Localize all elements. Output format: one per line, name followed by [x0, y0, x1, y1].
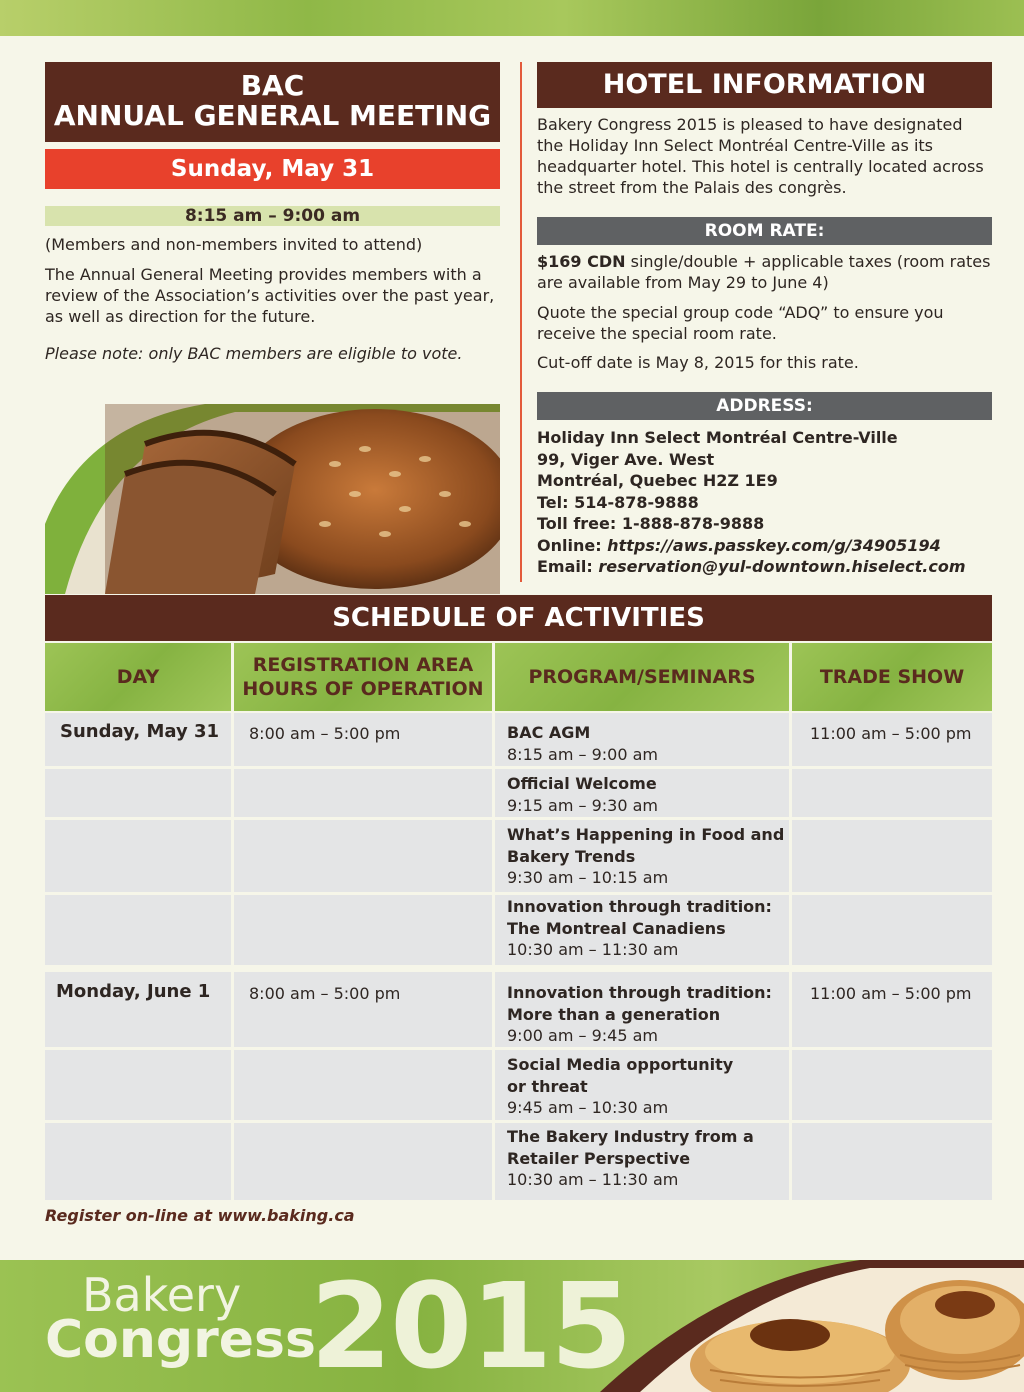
table-cell	[792, 820, 992, 892]
table-cell	[45, 895, 231, 965]
hotel-title: HOTEL INFORMATION	[537, 62, 992, 108]
col-header-program-label: PROGRAM/SEMINARS	[528, 666, 756, 688]
footer-congress-word: Congress	[45, 1310, 316, 1370]
session-time: 10:30 am – 11:30 am	[507, 1170, 679, 1189]
agm-title-line2: ANNUAL GENERAL MEETING	[53, 99, 492, 132]
session-time: 10:30 am – 11:30 am	[507, 940, 679, 959]
footer-banner	[0, 1260, 1024, 1392]
email-label: Email:	[537, 557, 599, 576]
table-cell	[234, 895, 492, 965]
table-cell	[45, 769, 231, 817]
address-email	[537, 556, 1007, 578]
agm-description: The Annual General Meeting provides members with a review of the Association’s activities over the past year, as well as direction for the future.	[45, 265, 495, 326]
table-cell	[234, 1050, 492, 1120]
address-tel: Tel: 514-878-9888	[537, 492, 699, 512]
agm-note: Please note: only BAC members are eligible to vote.	[45, 344, 463, 363]
room-rate-label: ROOM RATE:	[537, 217, 992, 245]
session-title: What’s Happening in Food and	[507, 825, 785, 844]
sunday-trade: 11:00 am – 5:00 pm	[810, 724, 972, 743]
table-cell	[234, 820, 492, 892]
session-sunday-4	[507, 896, 772, 961]
session-monday-3	[507, 1126, 754, 1191]
session-title-cont: The Montreal Canadiens	[507, 918, 726, 938]
sunday-day: Sunday, May 31	[60, 721, 220, 742]
monday-trade: 11:00 am – 5:00 pm	[810, 984, 972, 1003]
col-header-day-label: DAY	[116, 666, 160, 688]
session-title: Innovation through tradition:	[507, 983, 772, 1002]
session-title: Innovation through tradition:	[507, 897, 772, 916]
session-sunday-2	[507, 773, 658, 816]
monday-day: Monday, June 1	[56, 981, 211, 1002]
address-street: 99, Viger Ave. West	[537, 449, 715, 469]
rate-detail: single/double + applicable taxes (room rates are available from May 29 to June 4)	[537, 252, 991, 292]
column-divider	[520, 62, 522, 582]
agm-invite: (Members and non-members invited to attend)	[45, 235, 423, 254]
agm-title-line1: BAC	[240, 69, 305, 102]
session-title-cont: More than a generation	[507, 1004, 721, 1024]
pastry-image	[600, 1260, 1024, 1392]
table-cell	[792, 1050, 992, 1120]
session-title: Official Welcome	[507, 774, 657, 793]
table-cell	[792, 769, 992, 817]
agm-date: Sunday, May 31	[45, 149, 500, 189]
session-title: BAC AGM	[507, 723, 591, 742]
table-cell	[45, 1123, 231, 1200]
top-decorative-band	[0, 0, 1024, 36]
monday-registration: 8:00 am – 5:00 pm	[249, 984, 401, 1003]
session-time: 9:00 am – 9:45 am	[507, 1026, 658, 1045]
schedule-title: SCHEDULE OF ACTIVITIES	[45, 595, 992, 641]
session-title: The Bakery Industry from a	[507, 1127, 754, 1146]
sunday-registration: 8:00 am – 5:00 pm	[249, 724, 401, 743]
online-label: Online:	[537, 535, 608, 555]
cutoff-text: Cut-off date is May 8, 2015 for this rate.	[537, 353, 859, 372]
session-monday-1	[507, 982, 772, 1047]
address-block	[537, 427, 1007, 578]
table-cell	[792, 895, 992, 965]
footer-bakery-word: Bakery	[82, 1268, 242, 1322]
session-time: 9:30 am – 10:15 am	[507, 868, 669, 887]
session-title: Social Media opportunity	[507, 1055, 734, 1074]
col-header-program	[495, 643, 789, 711]
session-monday-2	[507, 1054, 733, 1119]
table-cell	[234, 1123, 492, 1200]
footer-year: 2015	[310, 1260, 631, 1392]
col-header-registration	[234, 643, 492, 711]
session-sunday-3	[507, 824, 784, 889]
email-link[interactable]: reservation@yul-downtown.hiselect.com	[598, 557, 966, 576]
session-title-cont: Bakery Trends	[507, 846, 636, 866]
col-header-trade-label: TRADE SHOW	[819, 666, 965, 688]
col-header-trade	[792, 643, 992, 711]
room-rate-text	[537, 251, 992, 293]
session-sunday-1	[507, 722, 658, 765]
rate-amount: $169 CDN	[537, 252, 626, 271]
address-tollfree: Toll free: 1-888-878-9888	[537, 514, 765, 533]
session-time: 9:15 am – 9:30 am	[507, 795, 658, 815]
hotel-intro: Bakery Congress 2015 is pleased to have designated the Holiday Inn Select Montréal Centre-Ville as its headquarter hotel. This hotel is centrally located across the street from the Palais des congrès.	[537, 115, 984, 197]
table-cell	[45, 1050, 231, 1120]
session-title-cont: or threat	[507, 1076, 588, 1096]
address-city: Montréal, Quebec H2Z 1E9	[537, 471, 778, 490]
online-link[interactable]: https://aws.passkey.com/g/34905194	[607, 535, 941, 555]
table-cell	[45, 820, 231, 892]
col-header-reg-line2: HOURS OF OPERATION	[242, 678, 484, 700]
session-time: 9:45 am – 10:30 am	[507, 1098, 669, 1117]
table-cell	[792, 1123, 992, 1200]
group-code-text: Quote the special group code “ADQ” to ensure you receive the special room rate.	[537, 303, 944, 343]
register-link[interactable]: Register on-line at www.baking.ca	[45, 1206, 355, 1225]
col-header-day	[45, 643, 231, 711]
session-title-cont: Retailer Perspective	[507, 1148, 691, 1168]
address-name: Holiday Inn Select Montréal Centre-Ville	[537, 428, 898, 447]
col-header-reg-line1: REGISTRATION AREA	[252, 654, 474, 676]
agm-title	[45, 62, 500, 142]
address-online	[537, 535, 1007, 557]
address-label: ADDRESS:	[537, 392, 992, 420]
table-cell	[234, 769, 492, 817]
session-time: 8:15 am – 9:00 am	[507, 744, 658, 764]
agm-time: 8:15 am – 9:00 am	[45, 206, 500, 226]
bread-image	[45, 404, 500, 594]
